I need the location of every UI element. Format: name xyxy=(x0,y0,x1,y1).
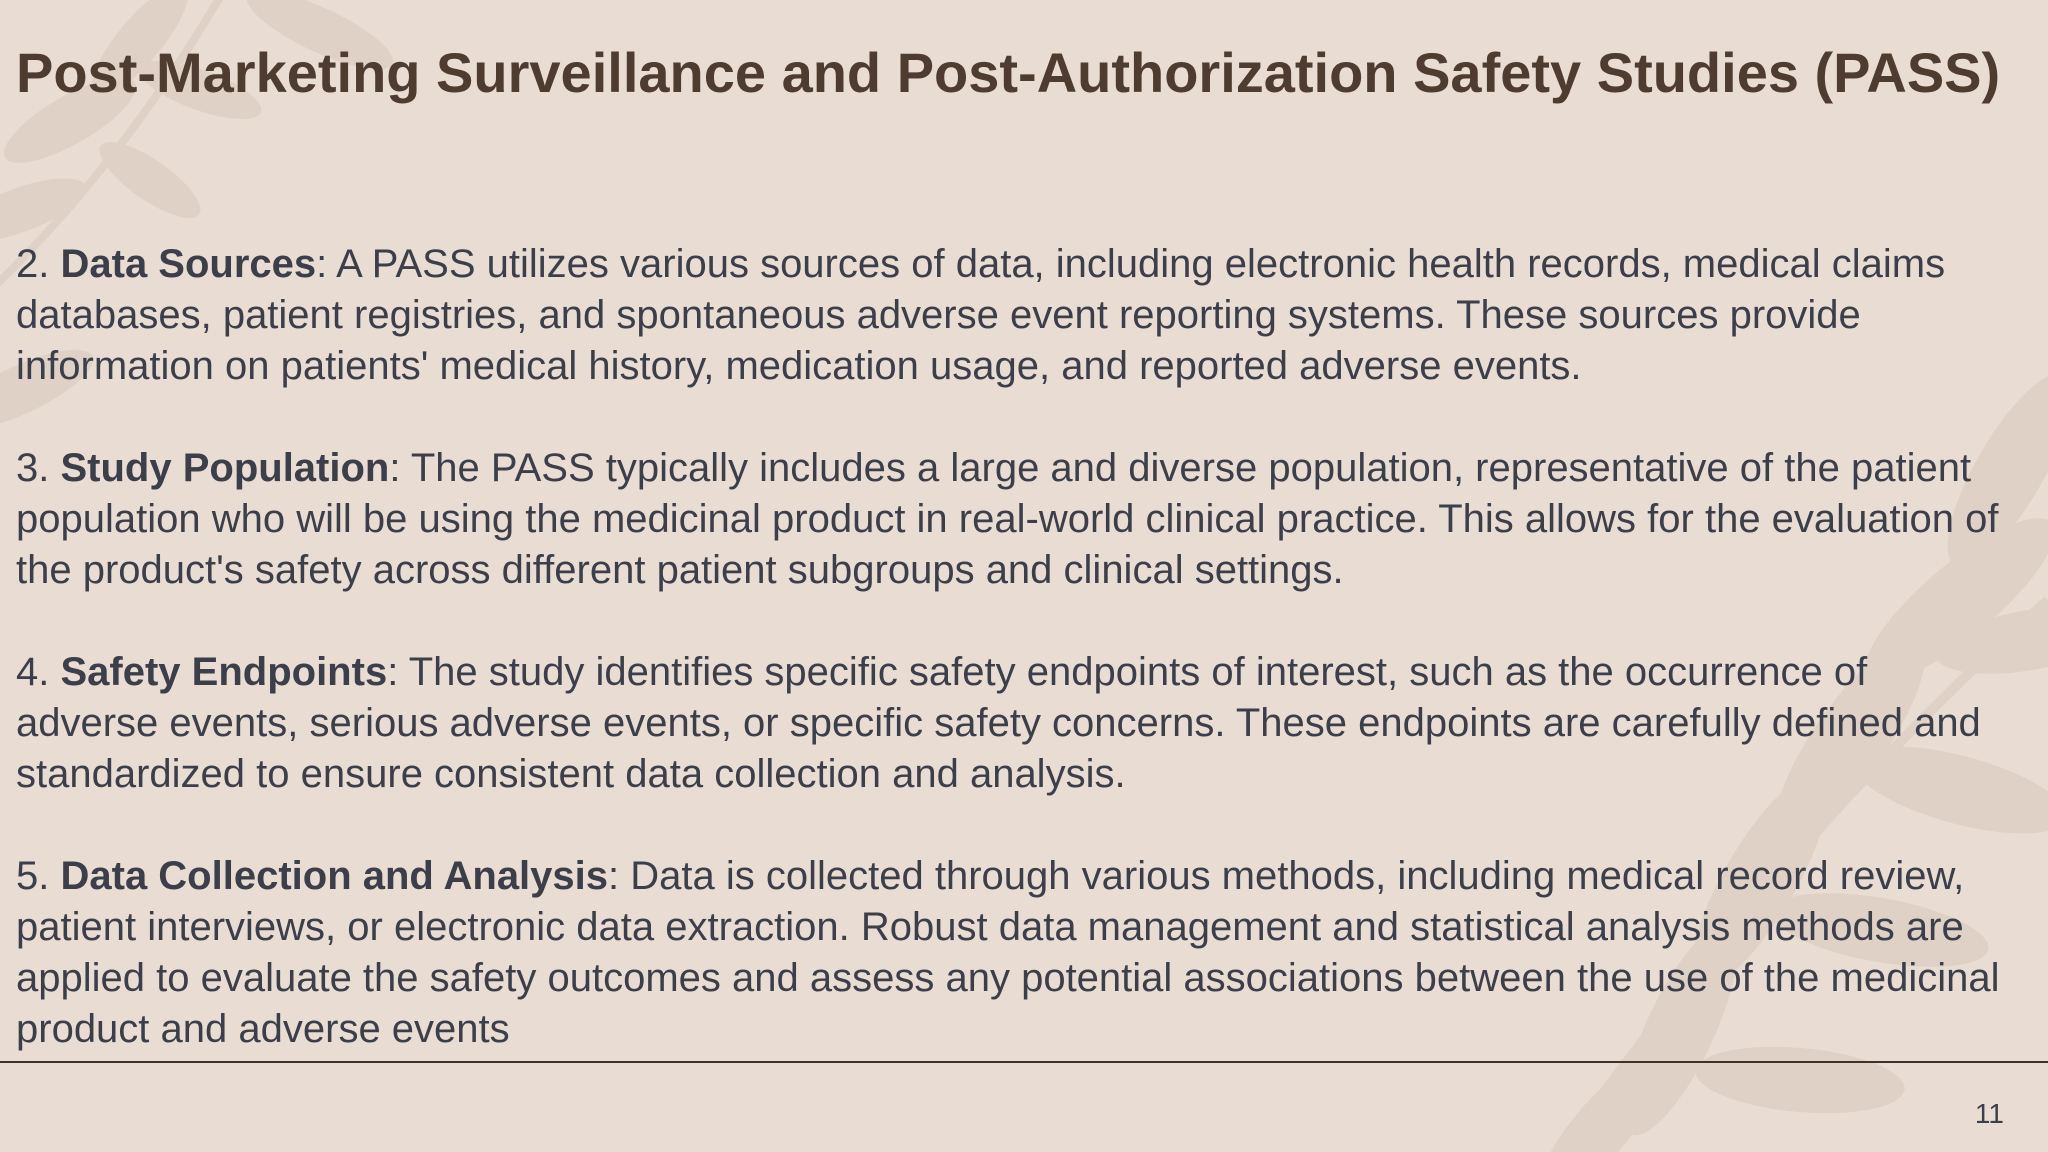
list-item-data-collection xyxy=(16,851,2016,1055)
footer-divider xyxy=(0,1061,2048,1063)
item-number: 2. xyxy=(16,242,61,286)
item-term: Study Population xyxy=(60,446,390,490)
item-text: : The PASS typically includes a large and diverse population, representative of the patient population who will be using the medicinal product in real-world clinical practice. This allows for the evaluation of the product's safety across different patient subgroups and clinical settings. xyxy=(16,446,1999,592)
list-item-data-sources xyxy=(16,239,2016,392)
item-term: Safety Endpoints xyxy=(60,650,388,694)
item-number: 3. xyxy=(16,446,61,490)
list-item-safety-endpoints xyxy=(16,647,2016,800)
item-number: 4. xyxy=(16,650,61,694)
item-number: 5. xyxy=(16,854,61,898)
item-text: : A PASS utilizes various sources of data, including electronic health records, medical claims databases, patient registries, and spontaneous adverse event reporting systems. These sources provide information on patients' medical history, medication usage, and reported adverse events. xyxy=(16,242,1946,388)
list-item-study-population xyxy=(16,443,2016,596)
item-text: : The study identifies specific safety endpoints of interest, such as the occurrence of adverse events, serious adverse events, or specific safety concerns. These endpoints are carefully defined and standardized to ensure consistent data collection and analysis. xyxy=(16,650,1981,796)
slide-body xyxy=(16,239,2016,1055)
item-term: Data Collection and Analysis xyxy=(60,854,609,898)
item-term: Data Sources xyxy=(60,242,317,286)
page-number: 11 xyxy=(1974,1098,2004,1129)
slide-title: Post-Marketing Surveillance and Post-Authorization Safety Studies (PASS) xyxy=(16,41,2001,104)
item-text: : Data is collected through various methods, including medical record review, patient interviews, or electronic data extraction. Robust data management and statistical analysis methods are applied to evaluate the safety outcomes and assess any potential associations between the use of the medicinal product and adverse events xyxy=(16,854,2000,1051)
